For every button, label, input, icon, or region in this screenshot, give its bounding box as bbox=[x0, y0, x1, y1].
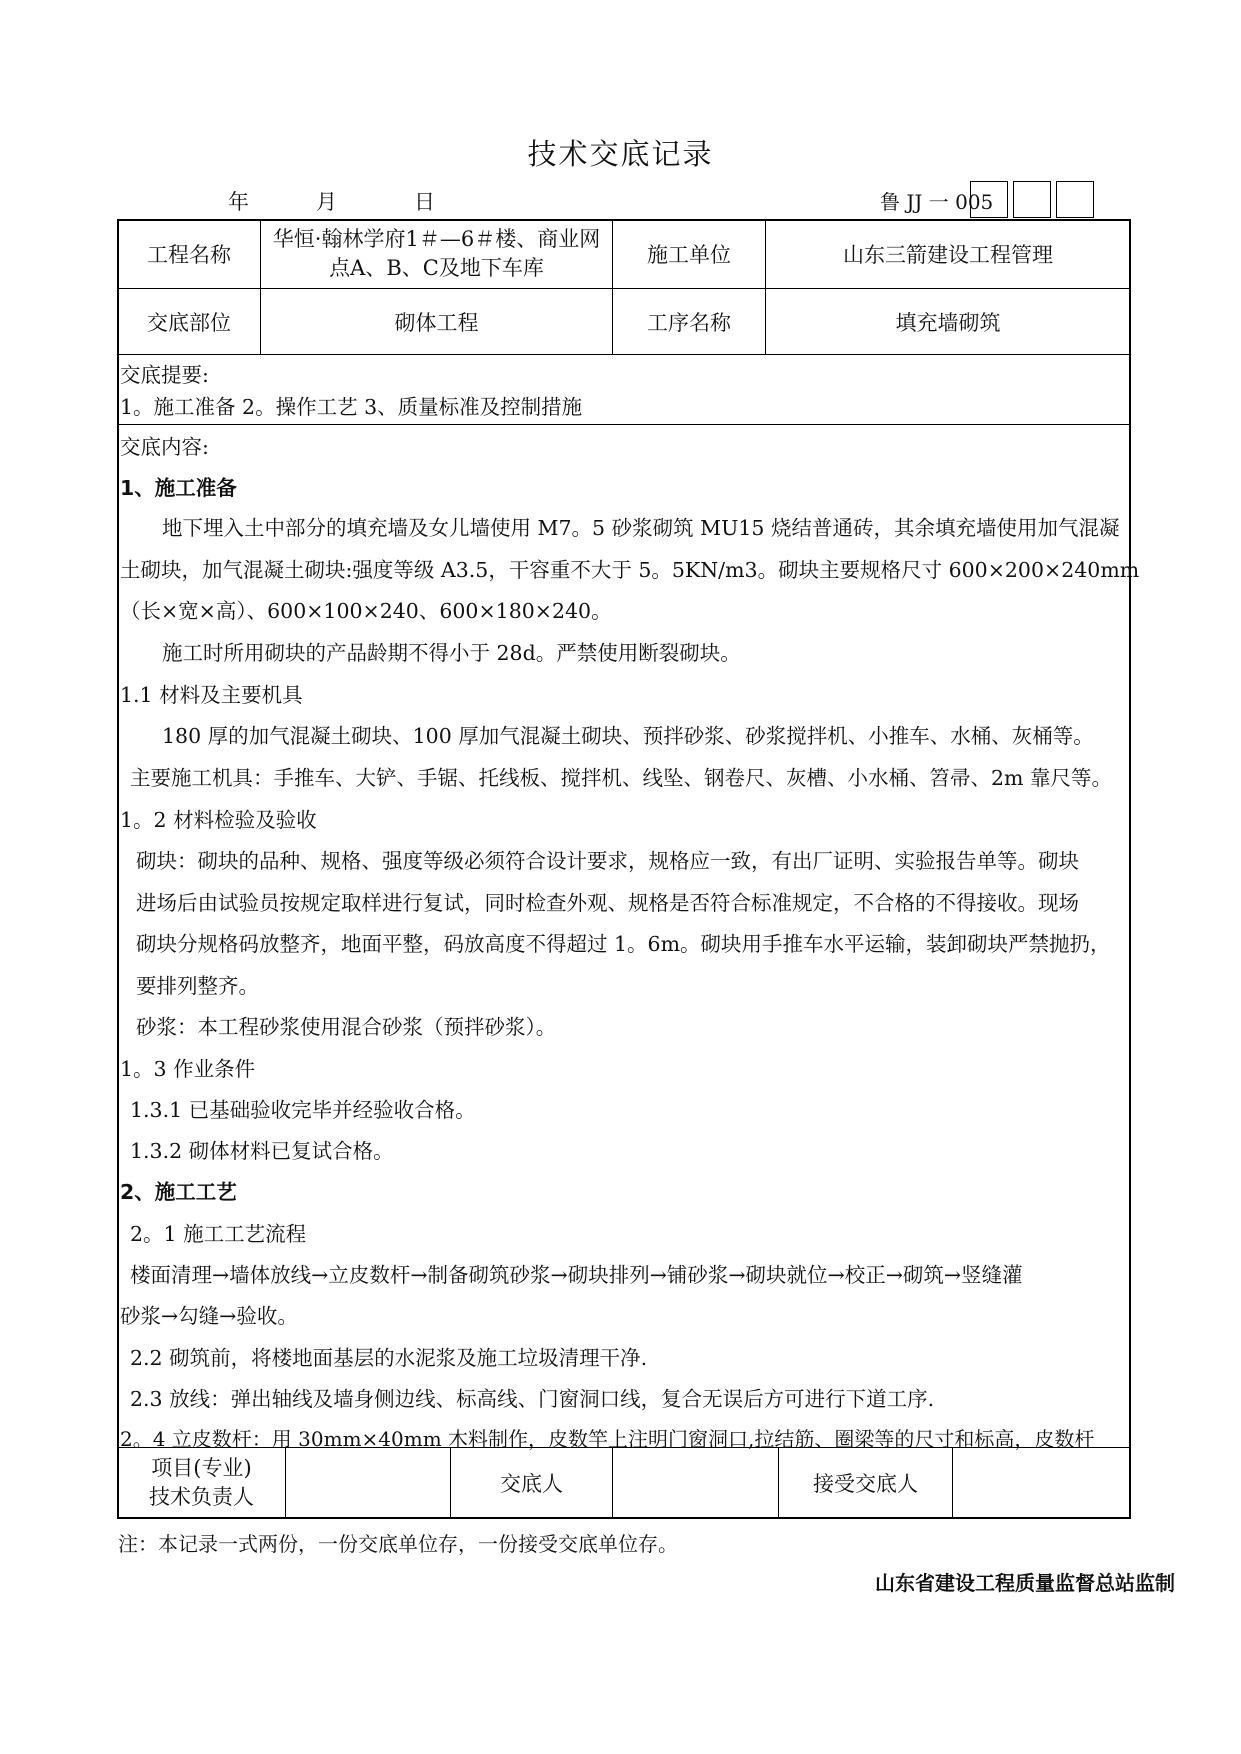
content-line: 180 厚的加气混凝土砌块、100 厚加气混凝土砌块、预拌砂浆、砂浆搅拌机、小推车、水桶、灰桶等。 bbox=[162, 724, 1094, 748]
content-line: 1.3.1 已基础验收完毕并经验收合格。 bbox=[130, 1098, 476, 1122]
row-divider bbox=[118, 354, 1130, 355]
receiver-signature-field[interactable] bbox=[953, 1448, 1130, 1518]
construction-unit-value: 山东三箭建设工程管理 bbox=[843, 243, 1053, 267]
process-name-value: 填充墙砌筑 bbox=[895, 310, 1001, 335]
tech-lead-line1: 项目(专业) bbox=[151, 1456, 252, 1480]
content-line: 施工时所用砌块的产品龄期不得小于 28d。严禁使用断裂砌块。 bbox=[162, 641, 741, 665]
content-line: 楼面清理→墙体放线→立皮数杆→制备砌筑砂浆→砌块排列→铺砂浆→砌块就位→校正→砌筑→竖缝灌 bbox=[130, 1263, 1023, 1287]
date-day-label: 日 bbox=[414, 190, 435, 214]
subsection-heading: 2。1 施工工艺流程 bbox=[130, 1222, 307, 1246]
content-line: 2.3 放线：弹出轴线及墙身侧边线、标高线、门窗洞口线，复合无误后方可进行下道工序. bbox=[130, 1387, 935, 1411]
content-line: 进场后由试验员按规定取样进行复试，同时检查外观、规格是否符合标准规定，不合格的不得接收。现场 bbox=[136, 891, 1079, 915]
tech-lead-signature-field[interactable] bbox=[286, 1448, 450, 1518]
content-line: 2.2 砌筑前，将楼地面基层的水泥浆及施工垃圾清理干净. bbox=[130, 1346, 648, 1370]
content-line: 地下埋入土中部分的填充墙及女儿墙使用 M7。5 砂浆砌筑 MU15 烧结普通砖，其余填充墙使用加气混凝 bbox=[162, 516, 1120, 540]
content-line: 1.3.2 砌体材料已复试合格。 bbox=[130, 1139, 394, 1163]
tech-lead-line2: 技术负责人 bbox=[149, 1485, 254, 1509]
project-name-value bbox=[261, 220, 612, 288]
subsection-heading: 1.1 材料及主要机具 bbox=[120, 683, 303, 707]
content-line: 要排列整齐。 bbox=[136, 974, 259, 998]
content-label: 交底内容: bbox=[120, 435, 209, 459]
content-line: 土砌块，加气混凝土砌块:强度等级 A3.5，干容重不大于 5。5KN/m3。砌块主要规格尺寸 600×200×240mm bbox=[120, 558, 1140, 582]
content-line: （长×宽×高）、600×100×240、600×180×240。 bbox=[120, 599, 612, 623]
construction-unit-label: 施工单位 bbox=[647, 243, 731, 267]
form-code: 鲁 JJ 一 005 bbox=[880, 190, 994, 214]
discloser-signature-field[interactable] bbox=[613, 1448, 778, 1518]
receiver-label: 接受交底人 bbox=[813, 1472, 918, 1496]
content-line: 砌块：砌块的品种、规格、强度等级必须符合设计要求，规格应一致，有出厂证明、实验报告单等。砌块 bbox=[136, 849, 1079, 873]
project-name-line1: 华恒·翰林学府1＃—6＃楼、商业网 bbox=[272, 227, 601, 251]
subsection-heading: 1。3 作业条件 bbox=[120, 1057, 256, 1081]
subsection-heading: 1。2 材料检验及验收 bbox=[120, 808, 317, 832]
section-heading: 1、施工准备 bbox=[120, 476, 237, 500]
content-line: 2。4 立皮数杆：用 30mm×40mm 木料制作，皮数竿上注明门窗洞口,拉结筋、圈梁等的尺寸和标高，皮数杆 bbox=[120, 1427, 1095, 1451]
disclosure-part-label: 交底部位 bbox=[147, 310, 231, 335]
date-year-label: 年 bbox=[228, 190, 249, 214]
discloser-label: 交底人 bbox=[500, 1472, 563, 1496]
project-name-label: 工程名称 bbox=[147, 243, 231, 267]
document-title: 技术交底记录 bbox=[527, 137, 714, 171]
project-name-line2: 点A、B、C及地下车库 bbox=[329, 256, 544, 280]
content-line: 砌块分规格码放整齐，地面平整，码放高度不得超过 1。6m。砌块用手推车水平运输，装卸砌块严禁抛扔， bbox=[136, 932, 1111, 956]
row-divider bbox=[118, 424, 1130, 425]
supervisor-credit: 山东省建设工程质量监督总站监制 bbox=[875, 1571, 1175, 1595]
date-month-label: 月 bbox=[316, 190, 337, 214]
code-box-1 bbox=[970, 181, 1008, 218]
code-box-2 bbox=[1013, 181, 1051, 218]
disclosure-part-value: 砌体工程 bbox=[394, 310, 479, 335]
footnote: 注：本记录一式两份，一份交底单位存，一份接受交底单位存。 bbox=[118, 1532, 678, 1556]
summary-text: 1。施工准备 2。操作工艺 3、质量标准及控制措施 bbox=[120, 395, 583, 419]
content-line: 砂浆：本工程砂浆使用混合砂浆（预拌砂浆）。 bbox=[136, 1015, 557, 1039]
section-heading: 2、施工工艺 bbox=[120, 1180, 237, 1204]
summary-label: 交底提要: bbox=[120, 363, 209, 387]
process-name-label: 工序名称 bbox=[647, 310, 731, 335]
code-box-3 bbox=[1056, 181, 1094, 218]
content-line: 砂浆→勾缝→验收。 bbox=[120, 1304, 298, 1328]
tech-lead-label bbox=[118, 1448, 285, 1518]
content-line: 主要施工机具：手推车、大铲、手锯、托线板、搅拌机、线坠、钢卷尺、灰槽、小水桶、笤帚、2m 靠尺等。 bbox=[130, 766, 1112, 790]
